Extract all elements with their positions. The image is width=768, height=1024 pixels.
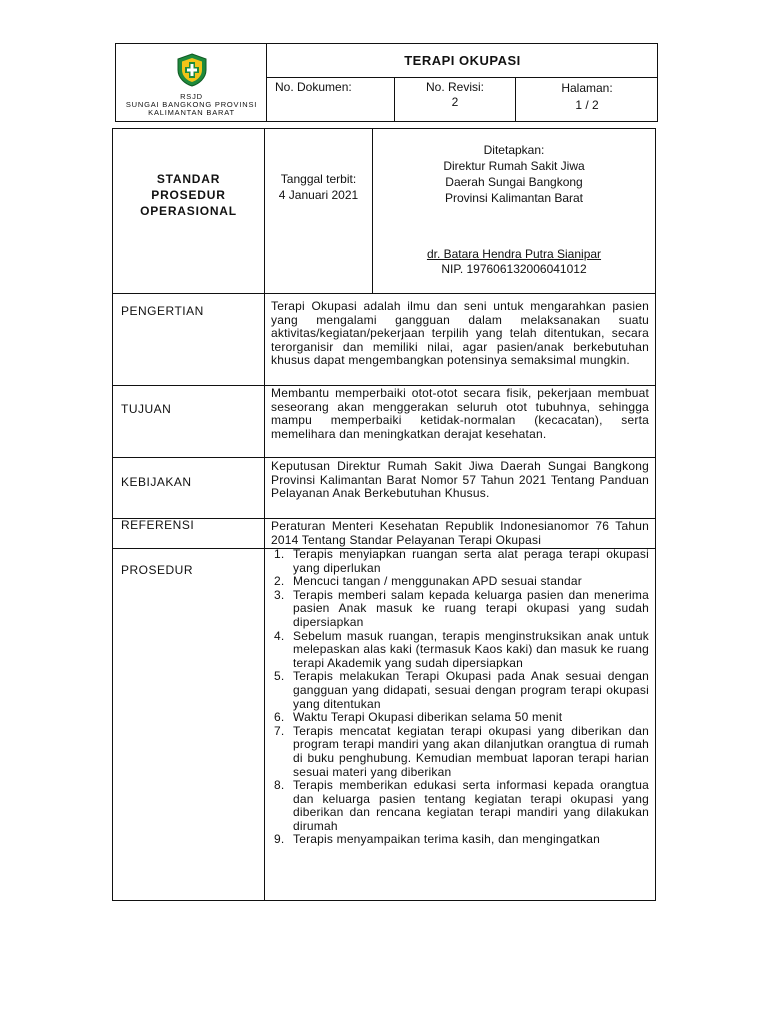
- procedure-step: [271, 725, 649, 779]
- step-text: Terapis mencatat kegiatan terapi okupasi yang diberikan dan program terapi mandiri yang akan dilanjutkan orangtua di rumah di buku penghubung. Kemudian membuat laporan terapi harian sesuai materi yang diberikan: [293, 723, 649, 779]
- label-tujuan: TUJUAN: [121, 402, 172, 416]
- page-value: 1 / 2: [575, 98, 599, 112]
- document-number-cell: [267, 78, 395, 121]
- text-tujuan: Membantu memperbaiki otot-otot secara fisik, pekerjaan membuat seseorang akan menggerakan seluruh otot tubuhnya, sehingga mampu memperbaiki ketidak-normalan (kecacatan), serta memelihara dan meningkatkan derajat kesehatan.: [271, 386, 649, 441]
- procedure-step: [271, 575, 649, 589]
- step-number: 8.: [274, 778, 285, 793]
- page-cell: [516, 78, 658, 121]
- step-number: 3.: [274, 587, 285, 602]
- issue-date-label: Tanggal terbit:: [280, 172, 357, 186]
- approver-line-3: Provinsi Kalimantan Barat: [444, 191, 584, 205]
- procedure-step: [271, 589, 649, 630]
- revision-value: 2: [451, 95, 459, 109]
- step-text: Terapis menyampaikan terima kasih, dan mengingatkan: [293, 832, 601, 847]
- approver-line-1: Direktur Rumah Sakit Jiwa: [443, 159, 585, 173]
- revision-label: No. Revisi:: [425, 80, 484, 94]
- text-kebijakan: Keputusan Direktur Rumah Sakit Jiwa Daerah Sungai Bangkong Provinsi Kalimantan Barat Nomor 57 Tahun 2021 Tentang Panduan Pelayanan Anak Berkebutuhan Khusus.: [271, 459, 649, 501]
- procedure-step: [271, 779, 649, 833]
- revision-cell: [395, 78, 516, 121]
- document-number-label: No. Dokumen:: [275, 80, 352, 94]
- sop-title-line-2: PROSEDUR: [151, 188, 226, 202]
- step-text: Sebelum masuk ruangan, terapis menginstruksikan anak untuk melepaskan alas kaki (termasuk Kaos kaki) dan masuk ke ruang terapi Akademik yang sudah dipersiapkan: [293, 628, 649, 670]
- label-kebijakan: KEBIJAKAN: [121, 475, 192, 489]
- step-text: Terapis melakukan Terapi Okupasi pada Anak sesuai dengan gangguan yang didapati, sesuai dengan program terapi okupasi yang ditentukan: [293, 669, 649, 711]
- step-number: 7.: [274, 723, 285, 738]
- step-text: Terapis menyiapkan ruangan serta alat peraga terapi okupasi yang diperlukan: [293, 548, 649, 575]
- document-title: TERAPI OKUPASI: [267, 44, 658, 78]
- procedure-step: [271, 548, 649, 575]
- label-pengertian: PENGERTIAN: [121, 304, 204, 318]
- sop-title-line-1: STANDAR: [156, 172, 221, 186]
- procedure-list-wrapper: [271, 548, 649, 901]
- step-number: 6.: [274, 710, 285, 725]
- label-referensi: REFERENSI: [121, 518, 195, 532]
- text-referensi: Peraturan Menteri Kesehatan Republik Indonesianomor 76 Tahun 2014 Tentang Standar Pelayanan Terapi Okupasi: [271, 519, 649, 547]
- approval-cell: [373, 142, 655, 206]
- procedure-list: [271, 548, 649, 847]
- step-text: Terapis memberikan edukasi serta informasi kepada orangtua dan keluarga pasien tentang kegiatan terapi okupasi yang diberikan dan rencana kegiatan terapi mandiri yang dilakukan dirumah: [293, 778, 649, 833]
- procedure-step: [271, 670, 649, 711]
- sop-title-line-3: OPERASIONAL: [140, 204, 237, 218]
- hospital-logo-icon: [175, 53, 209, 87]
- approver-line-2: Daerah Sungai Bangkong: [445, 175, 583, 189]
- text-pengertian: Terapi Okupasi adalah ilmu dan seni untuk mengarahkan pasien yang mengalami gangguan dalam melaksanakan suatu aktivitas/kegiatan/pekerjaan terpilih yang telah ditentukan, secara terorganisir dan memiliki nilai, agar pasien/anak berkebutuhan khusus dapat mengembangkan potensinya semaksimal mungkin.: [271, 299, 649, 368]
- org-line-1: RSJD: [180, 92, 203, 101]
- divider: [113, 293, 655, 294]
- org-line-2: SUNGAI BANGKONG PROVINSI: [125, 100, 258, 109]
- hospital-identity: [116, 44, 267, 121]
- step-text: Mencuci tangan / menggunakan APD sesuai standar: [293, 574, 582, 589]
- director-nip: NIP. 197606132006041012: [441, 262, 587, 276]
- org-line-3: KALIMANTAN BARAT: [148, 108, 235, 117]
- step-number: 2.: [274, 574, 285, 589]
- step-number: 4.: [274, 628, 285, 643]
- approval-label: Ditetapkan:: [483, 143, 545, 157]
- sop-table: [112, 128, 656, 901]
- document-header: [115, 43, 658, 122]
- step-text: Terapis memberi salam kepada keluarga pasien dan menerima pasien Anak masuk ke ruang terapi okupasi yang sudah dipersiapkan: [293, 587, 649, 629]
- step-number: 9.: [274, 832, 285, 847]
- issue-date-cell: [265, 171, 372, 203]
- label-prosedur: PROSEDUR: [121, 563, 194, 577]
- procedure-step: [271, 711, 649, 725]
- divider: [113, 457, 655, 458]
- procedure-step: [271, 630, 649, 671]
- page-label: Halaman:: [561, 81, 613, 95]
- step-number: 1.: [274, 548, 285, 561]
- sop-title: [113, 171, 264, 219]
- procedure-step: [271, 833, 649, 847]
- divider: [264, 129, 265, 293]
- step-number: 5.: [274, 669, 285, 684]
- issue-date-value: 4 Januari 2021: [278, 188, 359, 202]
- step-text: Waktu Terapi Okupasi diberikan selama 50 menit: [293, 710, 563, 725]
- director-signature-block: [373, 247, 655, 277]
- director-name: dr. Batara Hendra Putra Sianipar: [426, 247, 602, 261]
